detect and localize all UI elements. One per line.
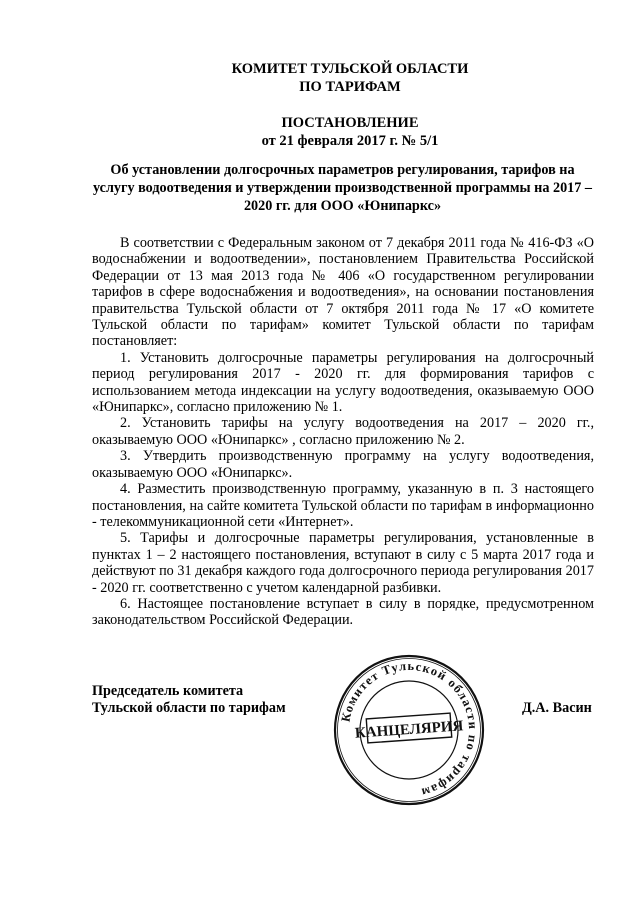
document-body (92, 235, 594, 629)
org-name-line1: КОМИТЕТ ТУЛЬСКОЙ ОБЛАСТИ (231, 61, 469, 77)
office-stamp-seal (331, 652, 487, 808)
signatory-position (92, 683, 286, 717)
signatory-position-line2: Тульской области по тарифам (92, 700, 286, 716)
item-3-paragraph: 3. Утвердить производственную программу на услугу водоотведения, оказываемую ООО «Юнипаркс». (92, 448, 594, 481)
document-date-number: от 21 февраля 2017 г. № 5/1 (261, 133, 439, 149)
signatory-position-line1: Председатель комитета (92, 683, 244, 699)
preamble-paragraph: В соответствии с Федеральным законом от 7 декабря 2011 года № 416-ФЗ «О водоснабжении и водоотведении», постановлением Правительства Российской Федерации от 13 мая 2013 года № 406 «О государственном регулировании тарифов в сфере водоснабжения и водоотведения», на основании постановления правительства Тульской области от 7 октября 2011 года № 17 «О комитете Тульской области по тарифам» комитет Тульской области по тарифам постановляет: (92, 235, 594, 350)
stamp-ring-text: Комитет Тульской области по тарифам (338, 658, 481, 800)
item-6-paragraph: 6. Настоящее постановление вступает в силу в порядке, предусмотренном законодательством Российской Федерации. (92, 595, 594, 629)
org-name-line2: ПО ТАРИФАМ (299, 79, 401, 95)
document-type: ПОСТАНОВЛЕНИЕ (281, 115, 419, 131)
stamp-center-text: КАНЦЕЛЯРИЯ (354, 718, 464, 742)
item-4-paragraph: 4. Разместить производственную программу, указанную в п. 3 настоящего постановления, на сайте комитета Тульской области по тарифам в информационно - телекоммуникационной сети «Интернет». (92, 481, 594, 530)
item-2-paragraph: 2. Установить тарифы на услугу водоотведения на 2017 – 2020 гг., оказываемую ООО «Юнипаркс» , согласно приложению № 2. (92, 415, 594, 448)
signatory-name: Д.А. Васин (522, 700, 592, 716)
document-subject: Об установлении долгосрочных параметров регулирования, тарифов на услугу водоотведения и утверждении производственной программы на 2017 – 2020 гг. для ООО «Юнипаркс» (93, 162, 592, 214)
item-5-paragraph: 5. Тарифы и долгосрочные параметры регулирования, установленные в пунктах 1 – 2 настоящего постановления, вступают в силу с 5 марта 2017 года и действуют по 31 декабря каждого года долгосрочного периода регулирования 2017 - 2020 гг. соответственно с учетом календарной разбивки. (92, 530, 594, 596)
item-1-paragraph: 1. Установить долгосрочные параметры регулирования на долгосрочный период регулирования 2017 - 2020 гг. для формирования тарифов с использованием метода индексации на услугу водоотведения, оказываемую ООО «Юнипаркс», согласно приложению № 1. (92, 349, 594, 416)
